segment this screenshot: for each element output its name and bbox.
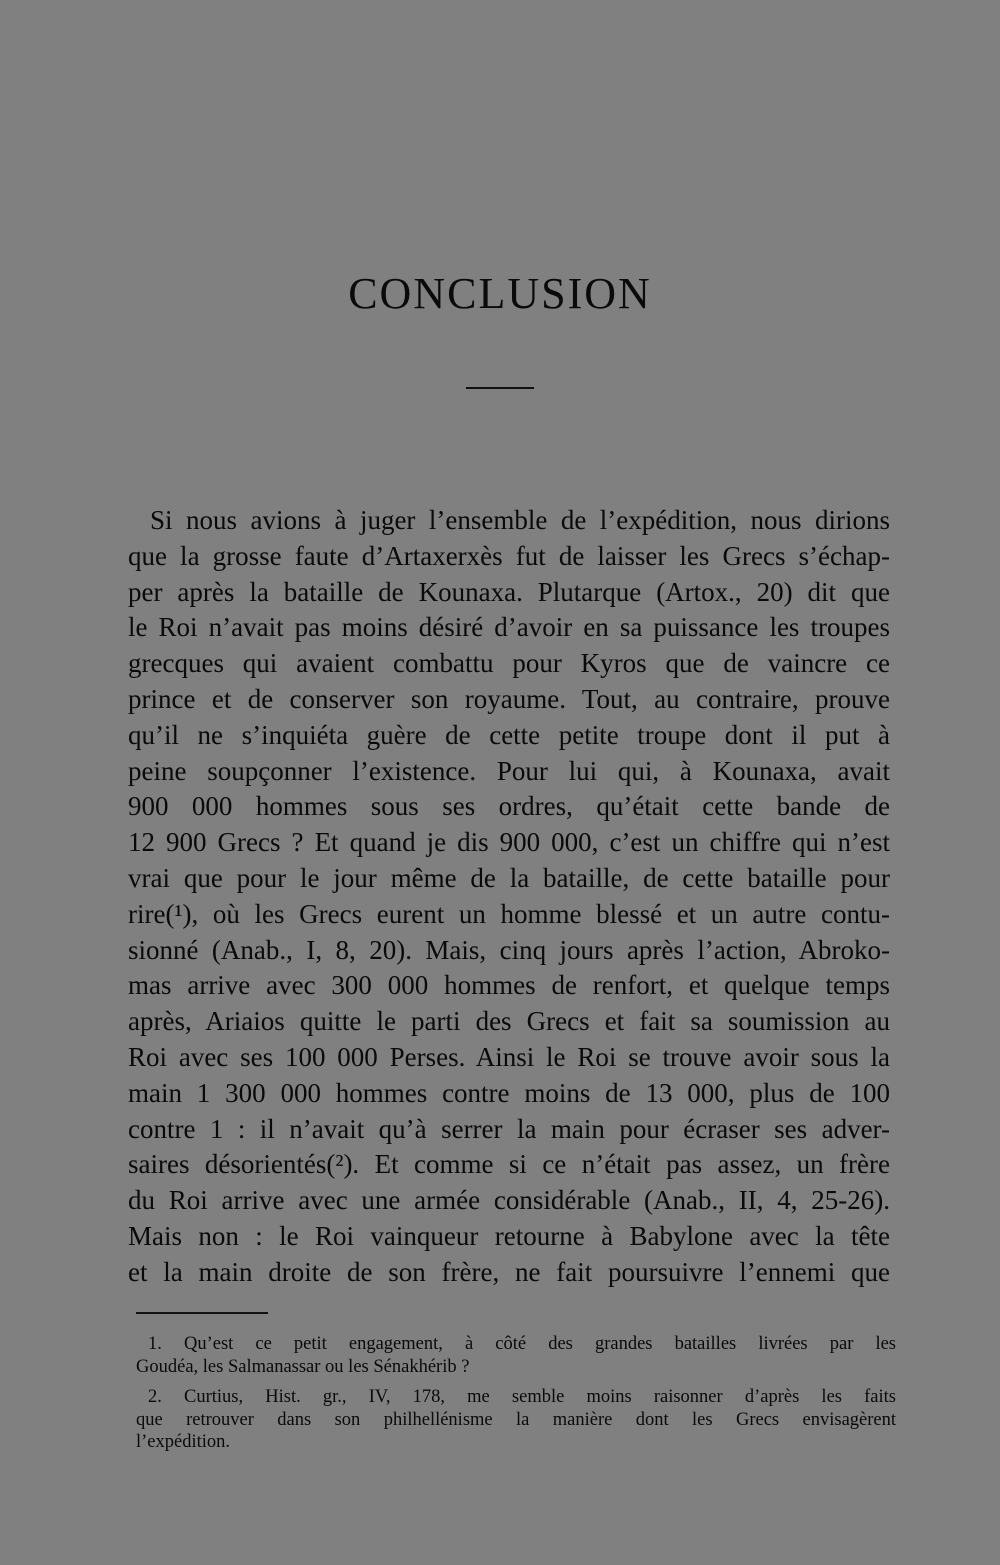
title-divider bbox=[466, 387, 534, 389]
body-line: Roi avec ses 100 000 Perses. Ainsi le Roi se trouve avoir sous la bbox=[128, 1041, 890, 1072]
body-line: mas arrive avec 300 000 hommes de renfort, et quelque temps bbox=[128, 970, 890, 1001]
body-line: peine soupçonner l’existence. Pour lui qui, à Kounaxa, avait bbox=[128, 755, 890, 786]
body-line: grecques qui avaient combattu pour Kyros que de vaincre ce bbox=[128, 648, 890, 679]
body-line: rire(¹), où les Grecs eurent un homme blessé et un autre contu- bbox=[128, 898, 890, 929]
body-text bbox=[128, 503, 890, 1291]
body-line: prince et de conserver son royaume. Tout, au contraire, prouve bbox=[128, 683, 890, 714]
body-line: per après la bataille de Kounaxa. Plutarque (Artox., 20) dit que bbox=[128, 576, 890, 607]
footnotes bbox=[136, 1333, 896, 1454]
body-line: 900 000 hommes sous ses ordres, qu’était cette bande de bbox=[128, 791, 890, 822]
footnote-2-line: l’expédition. bbox=[136, 1432, 231, 1452]
body-line: contre 1 : il n’avait qu’à serrer la main pour écraser ses adver- bbox=[128, 1113, 890, 1144]
body-line: 12 900 Grecs ? Et quand je dis 900 000, c’est un chiffre qui n’est bbox=[128, 827, 890, 858]
footnote-2-line: que retrouver dans son philhellénisme la manière dont les Grecs envisagèrent bbox=[136, 1409, 896, 1430]
body-line: après, Ariaios quitte le parti des Grecs et fait sa soumission au bbox=[128, 1006, 890, 1037]
body-line: du Roi arrive avec une armée considérable (Anab., II, 4, 25-26). bbox=[128, 1185, 890, 1216]
body-line: Si nous avions à juger l’ensemble de l’expédition, nous dirions bbox=[150, 505, 890, 535]
footnote-1-line: 1. Qu’est ce petit engagement, à côté des grandes batailles livrées par les bbox=[148, 1334, 896, 1354]
body-line: Mais non : le Roi vainqueur retourne à Babylone avec la tête bbox=[128, 1220, 890, 1251]
footnote-divider bbox=[136, 1312, 268, 1314]
body-line: et la main droite de son frère, ne fait poursuivre l’ennemi que bbox=[128, 1256, 890, 1287]
chapter-title: CONCLUSION bbox=[348, 269, 652, 318]
body-line: main 1 300 000 hommes contre moins de 13 000, plus de 100 bbox=[128, 1077, 890, 1108]
body-line: le Roi n’avait pas moins désiré d’avoir en sa puissance les troupes bbox=[128, 612, 890, 643]
footnote-2-line: 2. Curtius, Hist. gr., IV, 178, me semble moins raisonner d’après les faits bbox=[148, 1387, 896, 1407]
body-line: vrai que pour le jour même de la bataille, de cette bataille pour bbox=[128, 862, 890, 893]
body-line: sionné (Anab., I, 8, 20). Mais, cinq jours après l’action, Abroko- bbox=[128, 934, 890, 965]
body-line: qu’il ne s’inquiéta guère de cette petite troupe dont il put à bbox=[128, 719, 890, 750]
body-line: saires désorientés(²). Et comme si ce n’était pas assez, un frère bbox=[128, 1149, 890, 1180]
footnote-1-line: Goudéa, les Salmanassar ou les Sénakhérib ? bbox=[136, 1356, 470, 1377]
body-line: que la grosse faute d’Artaxerxès fut de laisser les Grecs s’échap- bbox=[128, 540, 890, 571]
footnote-spacer bbox=[136, 1378, 896, 1386]
